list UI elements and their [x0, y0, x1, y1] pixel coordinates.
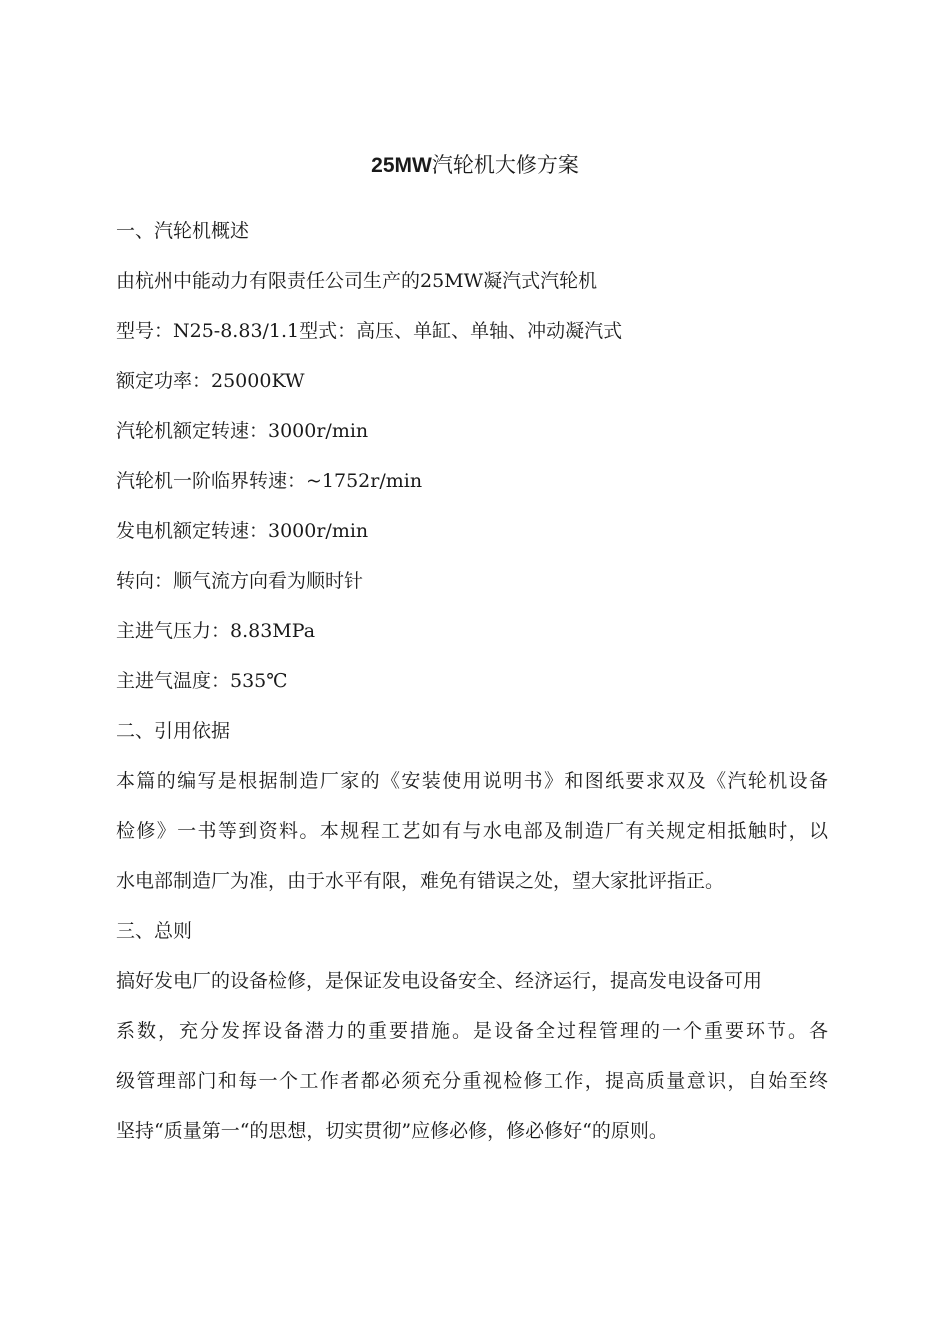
body-line: 三、总则 [116, 920, 193, 942]
title-text: 汽轮机大修方案 [431, 153, 579, 177]
document-body [116, 206, 828, 1156]
body-line: 一、汽轮机概述 [116, 220, 250, 242]
body-line: 二、引用依据 [116, 720, 231, 742]
body-line: 水电部制造厂为准，由于水平有限，难免有错误之处，望大家批评指正。 [116, 870, 725, 892]
body-line: 本篇的编写是根据制造厂家的《安装使用说明书》和图纸要求双及《汽轮机设备 [116, 770, 828, 792]
body-line: 检修》一书等到资料。本规程工艺如有与水电部及制造厂有关规定相抵触时，以 [116, 820, 828, 842]
body-line: 转向：顺气流方向看为顺时针 [116, 570, 364, 592]
body-line: 搞好发电厂的设备检修，是保证发电设备安全、经济运行，提高发电设备可用 [116, 970, 763, 992]
body-line: 系数，充分发挥设备潜力的重要措施。是设备全过程管理的一个重要环节。各 [116, 1020, 828, 1042]
body-line: 额定功率：25000KW [116, 370, 305, 392]
body-line: 汽轮机额定转速：3000r/min [116, 420, 369, 442]
body-line: 级管理部门和每一个工作者都必须充分重视检修工作，提高质量意识，自始至终 [116, 1070, 828, 1092]
body-line: 汽轮机一阶临界转速：~1752r/min [116, 470, 423, 492]
body-line: 坚持“质量第一“的思想，切实贯彻”应修必修，修必修好“的原则。 [116, 1120, 668, 1142]
body-line: 发电机额定转速：3000r/min [116, 520, 369, 542]
body-line: 主进气温度：535℃ [116, 670, 288, 692]
body-line: 主进气压力：8.83MPa [116, 620, 316, 642]
title-model: 25MW [371, 154, 432, 177]
body-line: 型号：N25-8.83/1.1型式：高压、单缸、单轴、冲动凝汽式 [116, 320, 623, 342]
body-line: 由杭州中能动力有限责任公司生产的25MW凝汽式汽轮机 [116, 270, 598, 292]
document-title [0, 150, 950, 181]
